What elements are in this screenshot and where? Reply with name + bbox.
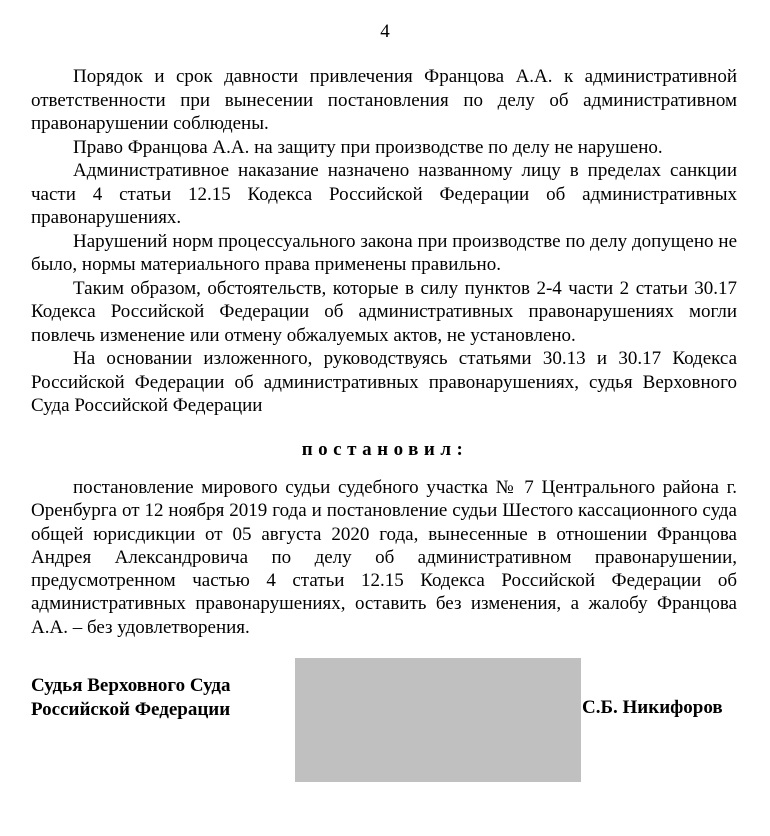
document-body [31,65,737,418]
page-number: 4 [380,21,390,42]
paragraph-penalty: Административное наказание назначено названному лицу в пределах санкции части 4 статьи 12.15 Кодекса Российской Федерации об административных правонарушениях. [31,160,737,228]
decision-block [31,476,737,639]
paragraph-procedural-norms: Нарушений норм процессуального закона при производстве по делу допущено не было, нормы материального права применены правильно. [31,230,737,275]
redacted-signature-area [295,658,581,782]
paragraph-circumstances: Таким образом, обстоятельств, которые в силу пунктов 2-4 части 2 статьи 30.17 Кодекса Российской Федерации об административных правонарушениях могли повлечь изменение или отмену обжалуемых актов, не установлено. [31,277,737,346]
paragraph-grounds: На основании изложенного, руководствуясь статьями 30.13 и 30.17 Кодекса Российской Федерации об административных правонарушениях, судья Верховного Суда Российской Федерации [31,348,737,416]
paragraph-limitation-period: Порядок и срок давности привлечения Францова А.А. к административной ответственности при вынесении постановления по делу об административном правонарушении соблюдены. [31,66,737,134]
decision-text: постановление мирового судьи судебного участка № 7 Центрального района г. Оренбурга от 12 ноября 2019 года и постановление судьи Шестого кассационного суда общей юрисдикции от 05 августа 2020 года, вынесенные в отношении Францова Андрея Александровича по делу об административном правонарушении, предусмотренном частью 4 статьи 12.15 Кодекса Российской Федерации об административных правонарушениях, оставить без изменения, а жалобу Францова А.А. – без удовлетворения. [31,477,737,638]
signature-title-line-1: Судья Верховного Суда [31,675,231,696]
decision-heading: постановил: [301,439,469,460]
paragraph-right-to-defense: Право Францова А.А. на защиту при производстве по делу не нарушено. [73,136,663,158]
signer-name: С.Б. Никифоров [582,697,723,718]
signature-title-line-2: Российской Федерации [31,699,231,720]
signature-title [31,674,231,722]
